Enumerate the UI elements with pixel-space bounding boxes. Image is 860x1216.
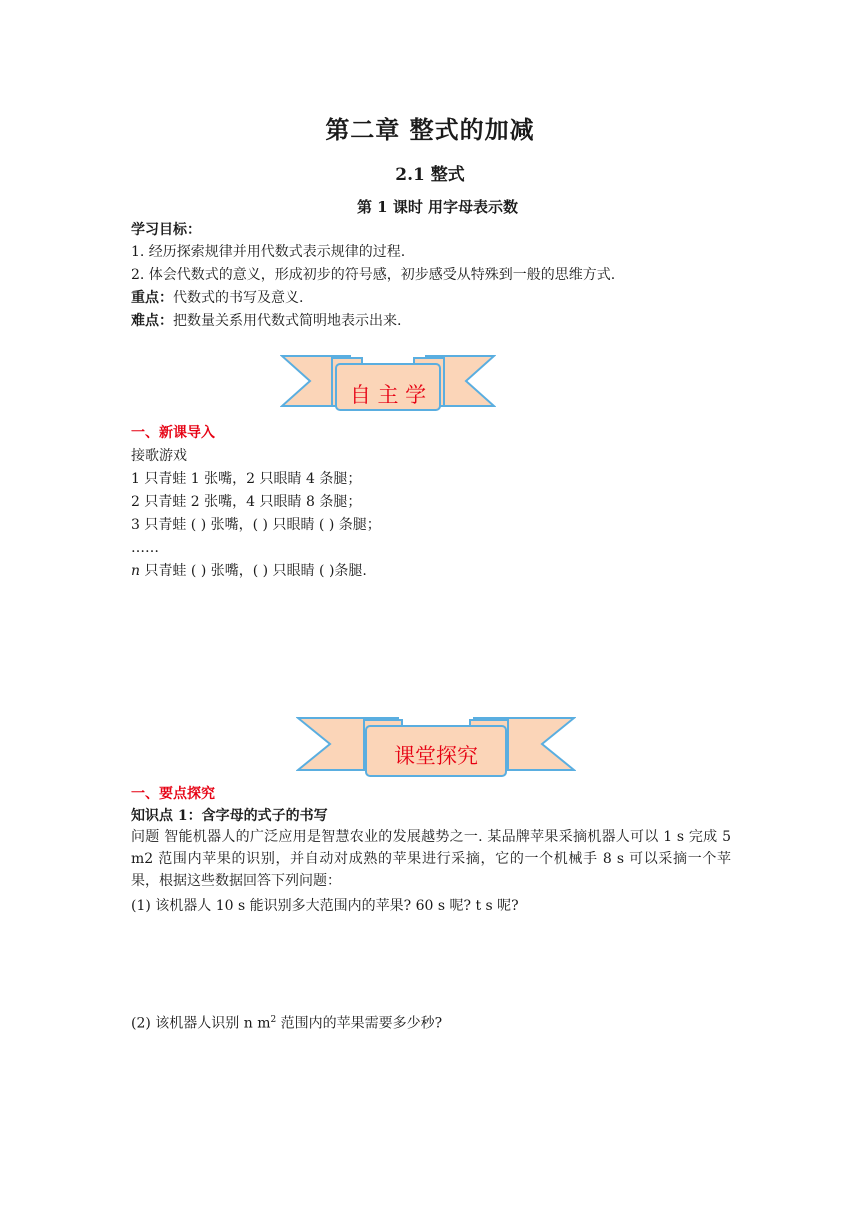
part1-heading: 一、新课导入 <box>131 425 215 441</box>
lesson-title: 第 1 课时 用字母表示数 <box>356 198 519 216</box>
song-line-ellipsis: …… <box>131 540 159 556</box>
objective-2: 2. 体会代数式的意义，形成初步的符号感，初步感受从特殊到一般的思维方式. <box>131 267 616 283</box>
question-1: (1) 该机器人 10 s 能识别多大范围内的苹果? 60 s 呢? t s 呢? <box>131 898 519 914</box>
banner-classroom-inquiry-text: 课堂探究 <box>394 744 478 768</box>
chapter-title: 第二章 整式的加减 <box>325 115 535 144</box>
variable-n: n <box>131 563 141 579</box>
song-line-n <box>131 561 367 581</box>
problem-text: 问题 智能机器人的广泛应用是智慧农业的发展越势之一. 某品牌苹果采摘机器人可以 1 s 完成 5 m2 范围内苹果的识别，并自动对成熟的苹果进行采摘，它的一个机械手 8 s 可以采摘一个苹果，根据这些数据回答下列问题： <box>131 829 731 889</box>
banner-self-study-text: 自 主 学 <box>349 383 427 407</box>
difficult-point-text: 把数量关系用代数式简明地表示出来. <box>173 313 402 329</box>
song-line-3: 3 只青蛙 ( ) 张嘴，( ) 只眼睛 ( ) 条腿； <box>131 517 381 533</box>
knowledge-point-1: 知识点 1：含字母的式子的书写 <box>131 808 328 824</box>
song-line-1: 1 只青蛙 1 张嘴，2 只眼睛 4 条腿； <box>131 471 362 487</box>
difficult-point <box>131 311 401 331</box>
objectives-heading: 学习目标： <box>131 222 201 238</box>
question-2-superscript: 2 <box>270 1015 277 1025</box>
key-point <box>131 288 303 308</box>
question-2 <box>131 1010 442 1034</box>
song-line-2: 2 只青蛙 2 张嘴，4 只眼睛 8 条腿； <box>131 494 362 510</box>
question-2-part-b: 范围内的苹果需要多少秒? <box>276 1015 443 1032</box>
key-point-label: 重点： <box>131 290 173 306</box>
question-2-part-a: (2) 该机器人识别 n m <box>131 1015 271 1032</box>
song-line-n-text: 只青蛙 ( ) 张嘴，( ) 只眼睛 ( )条腿. <box>140 563 367 579</box>
game-title: 接歌游戏 <box>131 448 187 464</box>
section-title: 2.1 整式 <box>395 165 465 185</box>
difficult-point-label: 难点： <box>131 313 173 329</box>
part2-heading: 一、要点探究 <box>131 786 215 802</box>
objective-1: 1. 经历探索规律并用代数式表示规律的过程. <box>131 244 406 260</box>
key-point-text: 代数式的书写及意义. <box>173 290 304 306</box>
